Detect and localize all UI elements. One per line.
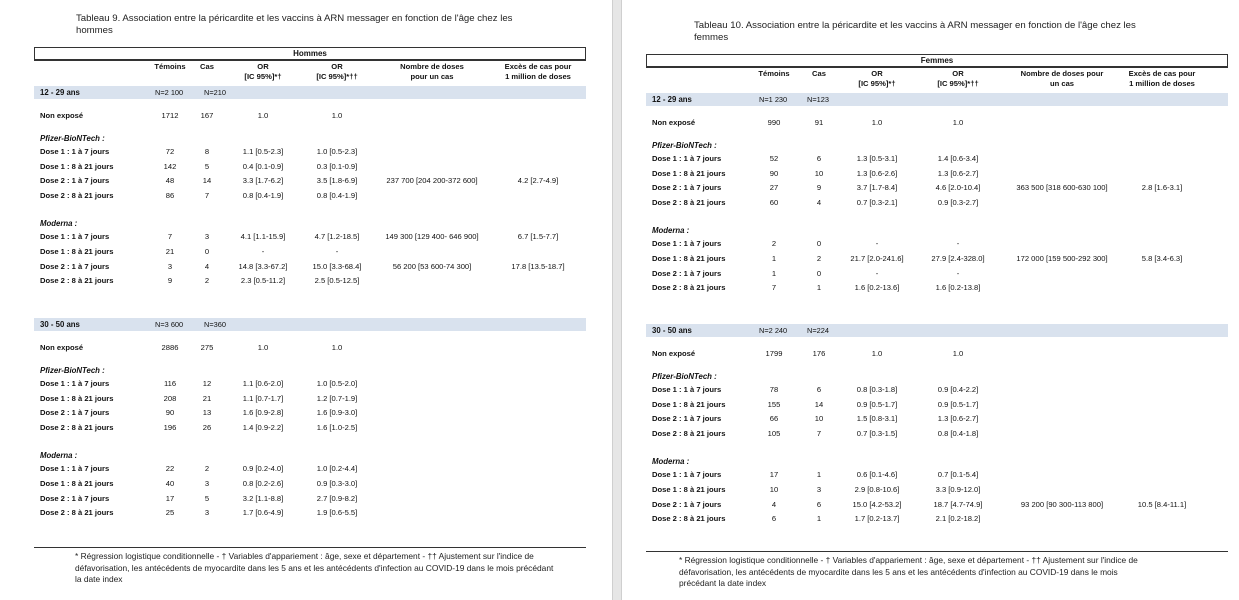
- cell-value: 4: [204, 261, 210, 271]
- table-row: [40, 462, 586, 476]
- cell-value: 1.0: [257, 343, 269, 352]
- row-label: Dose 1 : 1 à 7 jours: [652, 470, 722, 480]
- row-label: Dose 2 : 1 à 7 jours: [40, 493, 110, 503]
- cell-value: 1.6 [0.9-3.0]: [316, 408, 358, 418]
- table-row: [40, 274, 586, 288]
- cell-value: 26: [202, 422, 212, 432]
- age-group-label: 30 - 50 ans: [652, 326, 692, 335]
- column-header: Cas: [812, 69, 826, 78]
- cell-value: 105: [767, 428, 781, 438]
- row-label: Dose 2 : 8 à 21 jours: [652, 428, 726, 438]
- table-row: [652, 116, 1228, 130]
- table-row: [40, 109, 586, 123]
- cell-value: 1.3 [0.6-2.7]: [937, 168, 979, 178]
- n-temoins: N=1 230: [759, 95, 788, 104]
- cell-value: 0.9 [0.3-2.7]: [937, 197, 979, 207]
- cell-value: 0.9 [0.5-1.7]: [856, 399, 898, 409]
- cell-value: 15.0 [4.2-53.2]: [852, 499, 902, 509]
- row-label: Dose 2 : 8 à 21 jours: [40, 508, 114, 518]
- row-label: Dose 2 : 1 à 7 jours: [652, 268, 722, 278]
- cell-value: 1.3 [0.6-2.6]: [856, 168, 898, 178]
- cell-value: 0.3 [0.1-0.9]: [316, 161, 358, 171]
- cell-value: 1.1 [0.7-1.7]: [242, 393, 284, 403]
- cell-value: 86: [165, 190, 175, 200]
- cell-value: 66: [769, 414, 779, 424]
- column-header: OR [IC 95%]*††: [937, 69, 979, 88]
- cell-value: 7: [204, 190, 210, 200]
- cell-value: 1.1 [0.6-2.0]: [242, 379, 284, 388]
- cell-value: 6: [771, 514, 777, 524]
- vaccine-group-label: Moderna :: [652, 226, 690, 236]
- cell-value: 2: [771, 239, 777, 249]
- cell-value: 25: [165, 508, 175, 518]
- cell-value: 2: [816, 254, 822, 263]
- table-footnote: * Régression logistique conditionnelle - † Variables d'appariement : âge, sexe et département - †† Ajustement sur l'indice de défavorisation, les antécédents de myocardite dans les 5 ans et les antécédents d'infection au COVID-19 dans le mois précédant la date index: [75, 551, 554, 584]
- age-band: [646, 93, 1228, 106]
- age-band: [646, 324, 1228, 337]
- cell-value: 3: [204, 232, 210, 242]
- cell-value: 56 200 [53 600-74 300]: [392, 261, 472, 271]
- cell-value: 60: [769, 197, 779, 207]
- footer-rule: [34, 547, 586, 548]
- table-row: [652, 412, 1228, 426]
- cell-value: -: [335, 247, 339, 256]
- cell-value: 72: [165, 147, 175, 156]
- row-label: Dose 2 : 8 à 21 jours: [40, 422, 114, 432]
- table-row: [652, 427, 1228, 441]
- cell-value: 3: [204, 479, 210, 488]
- row-label: Dose 2 : 1 à 7 jours: [652, 414, 722, 424]
- table-row: [40, 189, 586, 203]
- cell-value: 9: [167, 276, 173, 286]
- cell-value: 21: [202, 393, 212, 403]
- row-label: Dose 1 : 1 à 7 jours: [40, 464, 110, 474]
- cell-value: 1.6 [0.9-2.8]: [242, 408, 284, 418]
- table-row: [652, 383, 1228, 397]
- table-row: [652, 196, 1228, 210]
- cell-value: 4.7 [1.2-18.5]: [314, 232, 360, 242]
- cell-value: 4: [771, 499, 777, 509]
- cell-value: 1: [771, 268, 777, 278]
- table-row: [652, 237, 1228, 251]
- cell-value: 14: [814, 399, 824, 409]
- table-row: [40, 174, 586, 188]
- cell-value: -: [956, 268, 960, 278]
- table-row: [40, 377, 586, 391]
- row-label: Dose 2 : 1 à 7 jours: [652, 499, 722, 509]
- cell-value: 6.7 [1.5-7.7]: [517, 232, 559, 242]
- table-row: [652, 281, 1228, 295]
- cell-value: 0.8 [0.2-2.6]: [242, 479, 284, 488]
- cell-value: 1799: [765, 349, 783, 358]
- cell-value: 21: [165, 247, 175, 256]
- row-label: Dose 2 : 8 à 21 jours: [652, 197, 726, 207]
- column-header: Cas: [200, 62, 214, 71]
- cell-value: 10: [814, 414, 824, 424]
- cell-value: 5.8 [3.4-6.3]: [1141, 254, 1183, 263]
- column-header: Témoins: [758, 69, 790, 78]
- cell-value: 27.9 [2.4-328.0]: [931, 254, 985, 263]
- row-label: Dose 2 : 1 à 7 jours: [652, 183, 722, 193]
- row-label: Dose 1 : 8 à 21 jours: [652, 399, 726, 409]
- row-label: Dose 1 : 8 à 21 jours: [40, 161, 114, 171]
- row-label: Dose 1 : 1 à 7 jours: [40, 147, 110, 156]
- table-row: [40, 245, 586, 259]
- cell-value: 0: [204, 247, 210, 256]
- cell-value: 9: [816, 183, 822, 193]
- cell-value: 1.7 [0.2-13.7]: [854, 514, 900, 524]
- cell-value: 0.8 [0.3-1.8]: [856, 385, 898, 394]
- cell-value: -: [875, 268, 879, 278]
- n-cas: N=360: [204, 320, 226, 329]
- cell-value: 15.0 [3.3-68.4]: [312, 261, 362, 271]
- cell-value: 4.1 [1.1-15.9]: [240, 232, 286, 242]
- cell-value: 1: [816, 470, 822, 480]
- cell-value: 3: [204, 508, 210, 518]
- cell-value: 90: [165, 408, 175, 418]
- table-row: [652, 483, 1228, 497]
- cell-value: 5: [204, 493, 210, 503]
- table-row: [652, 512, 1228, 526]
- cell-value: 12: [202, 379, 212, 388]
- cell-value: 0.7 [0.1-5.4]: [937, 470, 979, 480]
- cell-value: 155: [767, 399, 781, 409]
- cell-value: 3: [167, 261, 173, 271]
- table-row: [652, 152, 1228, 166]
- table-row: [40, 492, 586, 506]
- cell-value: 2: [204, 276, 210, 286]
- cell-value: 7: [771, 283, 777, 293]
- column-header: OR [IC 95%]*†: [858, 69, 896, 88]
- cell-value: 8: [204, 147, 210, 156]
- cell-value: 1.4 [0.6-3.4]: [937, 154, 979, 163]
- row-label: Dose 1 : 8 à 21 jours: [40, 479, 114, 488]
- cell-value: 2.1 [0.2-18.2]: [935, 514, 981, 524]
- cell-value: 1.2 [0.7-1.9]: [316, 393, 358, 403]
- cell-value: 2.3 [0.5-11.2]: [240, 276, 286, 286]
- cell-value: 0.7 [0.3-1.5]: [856, 428, 898, 438]
- table-row: [40, 392, 586, 406]
- row-label: Dose 1 : 1 à 7 jours: [40, 379, 110, 388]
- cell-value: 1.0: [331, 343, 343, 352]
- vaccine-group-label: Pfizer-BioNTech :: [40, 366, 105, 375]
- row-label: Non exposé: [40, 111, 84, 120]
- row-label: Dose 1 : 1 à 7 jours: [652, 154, 722, 163]
- cell-value: 2.7 [0.9-8.2]: [316, 493, 358, 503]
- vaccine-group-label: Moderna :: [652, 457, 690, 467]
- cell-value: 78: [769, 385, 779, 394]
- cell-value: 1: [816, 283, 822, 293]
- n-temoins: N=3 600: [155, 320, 184, 329]
- table-row: [40, 421, 586, 435]
- n-temoins: N=2 240: [759, 326, 788, 335]
- column-header: Excès de cas pour 1 million de doses: [504, 62, 572, 81]
- table-row: [40, 260, 586, 274]
- cell-value: 1.4 [0.9-2.2]: [242, 422, 284, 432]
- cell-value: 1.0: [871, 118, 883, 127]
- cell-value: 3: [816, 485, 822, 494]
- cell-value: 1.0: [257, 111, 269, 120]
- cell-value: 1.0: [952, 349, 964, 358]
- row-label: Non exposé: [652, 349, 696, 358]
- vaccine-group-label: Pfizer-BioNTech :: [652, 372, 717, 381]
- cell-value: 1.3 [0.5-3.1]: [856, 154, 898, 163]
- cell-value: 2.9 [0.8-10.6]: [854, 485, 900, 494]
- cell-value: 0: [816, 268, 822, 278]
- vaccine-group-label: Pfizer-BioNTech :: [652, 141, 717, 150]
- cell-value: 1.0 [0.2-4.4]: [316, 464, 358, 474]
- age-group-label: 30 - 50 ans: [40, 320, 80, 329]
- cell-value: 1.0 [0.5-2.0]: [316, 379, 358, 388]
- cell-value: 14.8 [3.3-67.2]: [238, 261, 288, 271]
- row-label: Dose 1 : 1 à 7 jours: [652, 385, 722, 394]
- column-header: Nombre de doses pour un cas: [400, 62, 464, 81]
- cell-value: 2: [204, 464, 210, 474]
- cell-value: 7: [816, 428, 822, 438]
- sex-header: Hommes: [34, 47, 586, 60]
- cell-value: 3.7 [1.7-8.4]: [856, 183, 898, 193]
- cell-value: 48: [165, 176, 175, 186]
- cell-value: 4: [816, 197, 822, 207]
- table-10-page: [622, 0, 1239, 600]
- cell-value: 167: [200, 111, 214, 120]
- cell-value: 91: [814, 118, 824, 127]
- row-label: Dose 2 : 8 à 21 jours: [40, 276, 114, 286]
- row-label: Dose 1 : 8 à 21 jours: [40, 393, 114, 403]
- cell-value: 27: [769, 183, 779, 193]
- cell-value: 1.0: [952, 118, 964, 127]
- cell-value: 0.8 [0.4-1.8]: [937, 428, 979, 438]
- cell-value: -: [875, 239, 879, 249]
- table-row: [40, 230, 586, 244]
- vaccine-group-label: Moderna :: [40, 219, 78, 229]
- cell-value: 1: [771, 254, 777, 263]
- cell-value: 237 700 [204 200-372 600]: [386, 176, 478, 186]
- age-band: [34, 318, 586, 331]
- cell-value: 275: [200, 343, 214, 352]
- table-row: [652, 398, 1228, 412]
- cell-value: 2886: [161, 343, 179, 352]
- row-label: Dose 2 : 8 à 21 jours: [652, 283, 726, 293]
- cell-value: 0.9 [0.5-1.7]: [937, 399, 979, 409]
- age-group-label: 12 - 29 ans: [652, 95, 692, 104]
- cell-value: 0.6 [0.1-4.6]: [856, 470, 898, 480]
- footer-rule: [646, 551, 1228, 552]
- vaccine-group-label: Moderna :: [40, 451, 78, 461]
- row-label: Dose 1 : 1 à 7 jours: [40, 232, 110, 242]
- cell-value: 0: [816, 239, 822, 249]
- cell-value: 18.7 [4.7-74.9]: [933, 499, 983, 509]
- table-row: [652, 267, 1228, 281]
- row-label: Dose 2 : 8 à 21 jours: [652, 514, 726, 524]
- table-row: [652, 468, 1228, 482]
- cell-value: 1.6 [0.2-13.8]: [935, 283, 981, 293]
- cell-value: 7: [167, 232, 173, 242]
- row-label: Dose 1 : 8 à 21 jours: [40, 247, 114, 256]
- row-label: Non exposé: [40, 343, 84, 352]
- cell-value: 1.0: [871, 349, 883, 358]
- cell-value: 5: [204, 161, 210, 171]
- cell-value: 13: [202, 408, 212, 418]
- cell-value: 1712: [161, 111, 179, 120]
- cell-value: 0.8 [0.4-1.9]: [316, 190, 358, 200]
- cell-value: -: [261, 247, 265, 256]
- column-header: Témoins: [154, 62, 186, 71]
- table-row: [652, 347, 1228, 361]
- row-label: Non exposé: [652, 118, 696, 127]
- cell-value: 176: [812, 349, 826, 358]
- cell-value: 4.2 [2.7-4.9]: [517, 176, 559, 186]
- cell-value: 17.8 [13.5-18.7]: [511, 261, 565, 271]
- row-label: Dose 1 : 8 à 21 jours: [652, 168, 726, 178]
- cell-value: 2.5 [0.5-12.5]: [314, 276, 360, 286]
- table-row: [40, 477, 586, 491]
- cell-value: 1.3 [0.6-2.7]: [937, 414, 979, 424]
- row-label: Dose 2 : 8 à 21 jours: [40, 190, 114, 200]
- cell-value: 363 500 [318 600-630 100]: [1016, 183, 1108, 193]
- cell-value: 1.1 [0.5-2.3]: [242, 147, 284, 156]
- header-rule: [646, 67, 1228, 68]
- table-row: [652, 181, 1228, 195]
- cell-value: 90: [769, 168, 779, 178]
- cell-value: 1.0: [331, 111, 343, 120]
- cell-value: -: [956, 239, 960, 249]
- row-label: Dose 1 : 8 à 21 jours: [652, 485, 726, 494]
- cell-value: 0.7 [0.3-2.1]: [856, 197, 898, 207]
- cell-value: 6: [816, 154, 822, 163]
- row-label: Dose 1 : 8 à 21 jours: [652, 254, 726, 263]
- cell-value: 3.3 [1.7-6.2]: [242, 176, 284, 186]
- cell-value: 0.9 [0.3-3.0]: [316, 479, 358, 488]
- cell-value: 10: [814, 168, 824, 178]
- header-rule: [34, 60, 586, 61]
- cell-value: 196: [163, 422, 177, 432]
- table-row: [652, 252, 1228, 266]
- row-label: Dose 1 : 1 à 7 jours: [652, 239, 722, 249]
- vaccine-group-label: Pfizer-BioNTech :: [40, 134, 105, 143]
- cell-value: 1.6 [0.2-13.6]: [854, 283, 900, 293]
- cell-value: 0.9 [0.4-2.2]: [937, 385, 979, 394]
- cell-value: 990: [767, 118, 781, 127]
- table-row: [40, 341, 586, 355]
- cell-value: 17: [769, 470, 779, 480]
- row-label: Dose 2 : 1 à 7 jours: [40, 176, 110, 186]
- column-header: OR [IC 95%]*†: [244, 62, 282, 81]
- column-header: OR [IC 95%]*††: [316, 62, 358, 81]
- cell-value: 2.8 [1.6-3.1]: [1141, 183, 1183, 193]
- n-cas: N=123: [807, 95, 829, 104]
- table-caption: Tableau 9. Association entre la péricardite et les vaccins à ARN messager en fonction de l'âge chez les hommes: [76, 13, 513, 36]
- column-header: Excès de cas pour 1 million de doses: [1128, 69, 1196, 88]
- table-row: [652, 498, 1228, 512]
- row-label: Dose 2 : 1 à 7 jours: [40, 408, 110, 418]
- cell-value: 149 300 [129 400- 646 900]: [385, 232, 479, 242]
- cell-value: 17: [165, 493, 175, 503]
- cell-value: 1: [816, 514, 822, 524]
- cell-value: 1.9 [0.6-5.5]: [316, 508, 358, 518]
- table-9-page: [0, 0, 612, 600]
- cell-value: 21.7 [2.0-241.6]: [850, 254, 904, 263]
- cell-value: 6: [816, 385, 822, 394]
- cell-value: 4.6 [2.0-10.4]: [935, 183, 981, 193]
- n-cas: N=224: [807, 326, 829, 335]
- row-label: Dose 2 : 1 à 7 jours: [40, 261, 110, 271]
- cell-value: 208: [163, 393, 177, 403]
- cell-value: 1.0 [0.5-2.3]: [316, 147, 358, 156]
- table-caption: Tableau 10. Association entre la péricardite et les vaccins à ARN messager en fonction de l'âge chez les femmes: [694, 20, 1136, 43]
- cell-value: 0.8 [0.4-1.9]: [242, 190, 284, 200]
- age-band: [34, 86, 586, 99]
- cell-value: 14: [202, 176, 212, 186]
- table-row: [40, 506, 586, 520]
- table-row: [652, 167, 1228, 181]
- cell-value: 10.5 [8.4-11.1]: [1137, 499, 1187, 509]
- table-row: [40, 145, 586, 159]
- cell-value: 93 200 [90 300-113 800]: [1020, 499, 1104, 509]
- cell-value: 52: [769, 154, 779, 163]
- cell-value: 1.5 [0.8-3.1]: [856, 414, 898, 424]
- age-group-label: 12 - 29 ans: [40, 88, 80, 97]
- table-row: [40, 406, 586, 420]
- cell-value: 3.3 [0.9-12.0]: [935, 485, 981, 494]
- page-separator: [612, 0, 622, 600]
- table-footnote: * Régression logistique conditionnelle - † Variables d'appariement : âge, sexe et département - †† Ajustement sur l'indice de défavorisation, les antécédents de myocardite dans les 5 ans et les antécédents d'infection au COVID-19 dans le mois précédant la date index: [679, 555, 1138, 588]
- cell-value: 10: [769, 485, 779, 494]
- table-row: [40, 160, 586, 174]
- cell-value: 22: [165, 464, 175, 474]
- cell-value: 0.4 [0.1-0.9]: [242, 161, 284, 171]
- column-header: Nombre de doses pour un cas: [1020, 69, 1104, 88]
- cell-value: 6: [816, 499, 822, 509]
- cell-value: 172 000 [159 500-292 300]: [1016, 254, 1108, 263]
- sex-header: Femmes: [646, 54, 1228, 67]
- cell-value: 116: [163, 379, 177, 388]
- cell-value: 1.7 [0.6-4.9]: [242, 508, 284, 518]
- cell-value: 1.6 [1.0-2.5]: [316, 422, 358, 432]
- cell-value: 40: [165, 479, 175, 488]
- cell-value: 3.5 [1.8-6.9]: [316, 176, 358, 186]
- n-temoins: N=2 100: [155, 88, 184, 97]
- n-cas: N=210: [204, 88, 226, 97]
- cell-value: 0.9 [0.2-4.0]: [242, 464, 284, 474]
- cell-value: 3.2 [1.1-8.8]: [242, 493, 284, 503]
- cell-value: 142: [163, 161, 177, 171]
